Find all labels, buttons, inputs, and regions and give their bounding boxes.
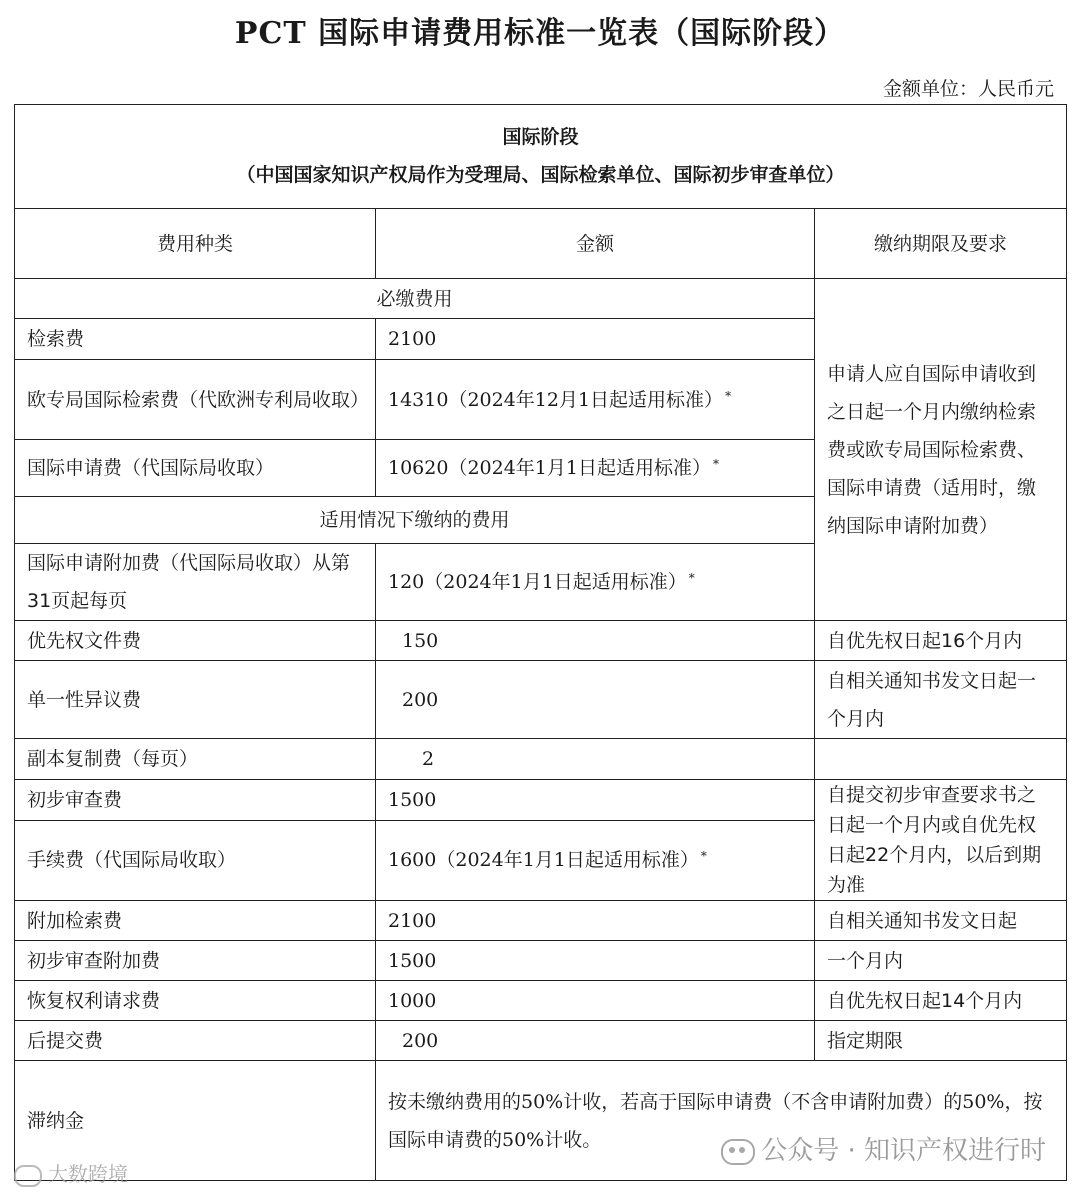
requirement-main: 申请人应自国际申请收到之日起一个月内缴纳检索费或欧专局国际检索费、国际申请费（适用时，缴纳国际申请附加费）: [815, 279, 1067, 621]
section-required: 必缴费用: [15, 279, 815, 319]
fee-amount: 1600（2024年1月1日起适用标准） *: [376, 820, 815, 900]
fee-type: 初步审查费: [15, 780, 376, 821]
requirement-restore: 自优先权日起14个月内: [815, 981, 1067, 1021]
watermark-source: 大数跨境: [14, 1158, 128, 1187]
fee-type: 附加检索费: [15, 901, 376, 941]
fee-type: 国际申请费（代国际局收取）: [15, 440, 376, 497]
fee-amount: 200: [376, 1021, 815, 1061]
requirement-priority: 自优先权日起16个月内: [815, 621, 1067, 661]
fee-amount: 1500: [376, 780, 815, 821]
fee-type: 检索费: [15, 319, 376, 360]
fee-amount: 2100: [376, 319, 815, 360]
chat-bubble-icon: [14, 1165, 42, 1187]
requirement-empty: [815, 739, 1067, 780]
fee-type: 滞纳金: [15, 1061, 376, 1181]
fee-amount: 10620（2024年1月1日起适用标准） *: [376, 440, 815, 497]
fee-amount: 120（2024年1月1日起适用标准） *: [376, 544, 815, 621]
stage-title: 国际阶段: [502, 125, 579, 148]
requirement-prelim: 自提交初步审查要求书之日起一个月内或自优先权日起22个月内，以后到期为准: [815, 780, 1067, 901]
fee-amount: 14310（2024年12月1日起适用标准） *: [376, 360, 815, 440]
fee-amount: 1000: [376, 981, 815, 1021]
currency-unit: 金额单位：人民币元: [882, 78, 1054, 100]
fee-amount-late-payment: 按未缴纳费用的50%计收，若高于国际申请费（不含申请附加费）的50%，按国际申请费的50%计收。: [376, 1061, 1067, 1181]
section-optional: 适用情况下缴纳的费用: [15, 497, 815, 544]
fee-type: 单一性异议费: [15, 661, 376, 739]
requirement-unity: 自相关通知书发文日起一个月内: [815, 661, 1067, 739]
fee-type: 初步审查附加费: [15, 941, 376, 981]
fee-type: 优先权文件费: [15, 621, 376, 661]
fee-amount: 150: [376, 621, 815, 661]
fee-type: 国际申请附加费（代国际局收取）从第31页起每页: [15, 544, 376, 621]
requirement-extra-search: 自相关通知书发文日起: [815, 901, 1067, 941]
fee-amount: 2100: [376, 901, 815, 941]
page-title: PCT 国际申请费用标准一览表（国际阶段）: [234, 16, 846, 51]
fee-type: 副本复制费（每页）: [15, 739, 376, 780]
fee-type: 恢复权利请求费: [15, 981, 376, 1021]
col-header-type: 费用种类: [15, 209, 376, 279]
watermark-official-account: 公众号 · 知识产权进行时: [721, 1130, 1046, 1167]
stage-subtitle: （中国国家知识产权局作为受理局、国际检索单位、国际初步审查单位）: [236, 163, 845, 186]
fee-amount: 2: [376, 739, 815, 780]
col-header-amount: 金额: [376, 209, 815, 279]
fee-amount: 200: [376, 661, 815, 739]
col-header-deadline: 缴纳期限及要求: [815, 209, 1067, 279]
fee-type: 欧专局国际检索费（代欧洲专利局收取）: [15, 360, 376, 440]
fee-amount: 1500: [376, 941, 815, 981]
fee-type: 后提交费: [15, 1021, 376, 1061]
requirement-extra-search-cont: 一个月内: [815, 941, 1067, 981]
wechat-icon: [721, 1139, 755, 1165]
fee-type: 手续费（代国际局收取）: [15, 820, 376, 900]
fee-table: [14, 104, 1067, 1181]
stage-header: [15, 105, 1067, 209]
requirement-late-submission: 指定期限: [815, 1021, 1067, 1061]
